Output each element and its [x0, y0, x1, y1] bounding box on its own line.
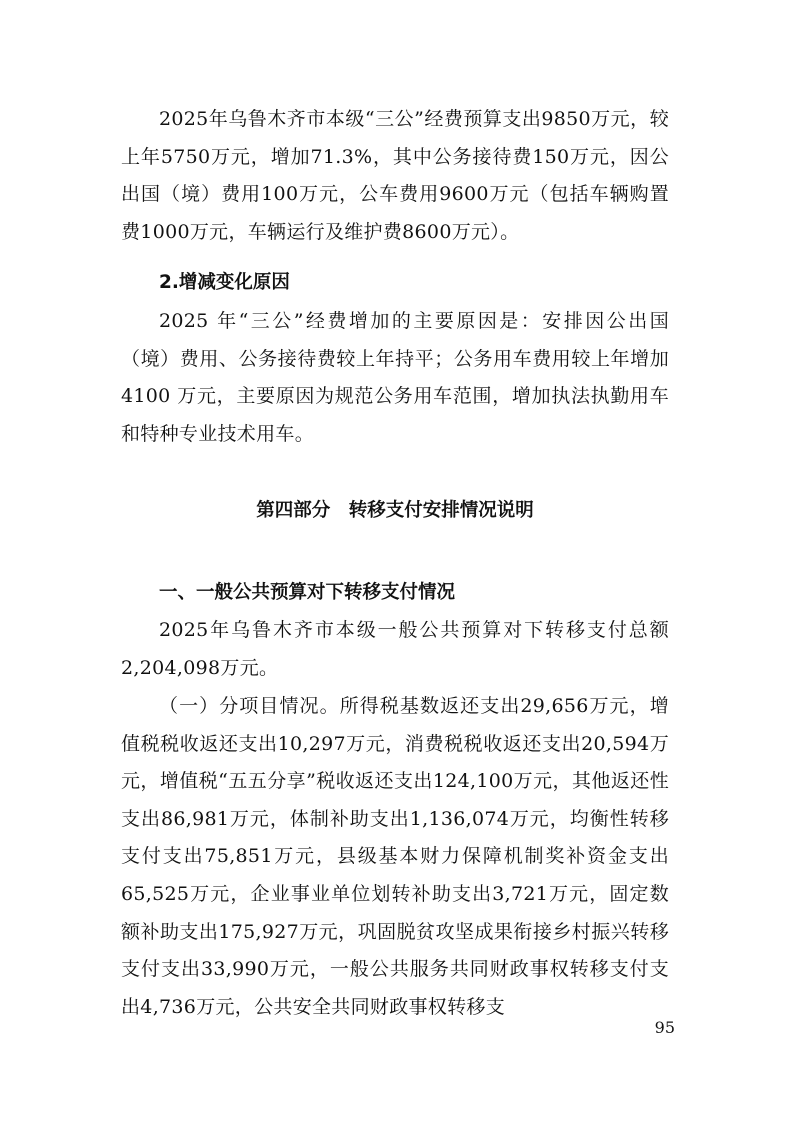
transfer-total-paragraph: 2025年乌鲁木齐市本级一般公共预算对下转移支付总额2,204,098万元。 [121, 619, 669, 679]
sangong-budget-paragraph: 2025年乌鲁木齐市本级“三公”经费预算支出9850万元，较上年5750万元，增加71.3%，其中公务接待费150万元，因公出国（境）费用100万元，公车费用9600万元（包括车辆购置费1000万元，车辆运行及维护费8600万元）。 [121, 108, 669, 243]
page-number: 95 [654, 1018, 675, 1037]
part-four-title: 第四部分 转移支付安排情况说明 [256, 500, 534, 521]
by-project-paragraph: （一）分项目情况。所得税基数返还支出29,656万元，增值税税收返还支出10,297万元，消费税税收返还支出20,594万元，增值税“五五分享”税收返还支出124,100万元，其他返还性支出86,981万元，体制补助支出1,136,074万元，均衡性转移支付支出75,851万元，县级基本财力保障机制奖补资金支出65,525万元，企业事业单位划转补助支出3,721万元，固定数额补助支出175,927万元，巩固脱贫攻坚成果衔接乡村振兴转移支付支出33,990万元，一般公共服务共同财政事权转移支付支出4,736万元，公共安全共同财政事权转移支 [121, 695, 669, 1018]
section-one-title: 一、一般公共预算对下转移支付情况 [159, 582, 456, 603]
change-reason-paragraph: 2025 年“三公”经费增加的主要原因是：安排因公出国（境）费用、公务接待费较上年持平；公务用车费用较上年增加 4100 万元，主要原因为规范公务用车范围，增加执法执勤用车和特种专业技术用车。 [121, 310, 669, 445]
change-reason-heading: 2.增减变化原因 [159, 272, 290, 293]
